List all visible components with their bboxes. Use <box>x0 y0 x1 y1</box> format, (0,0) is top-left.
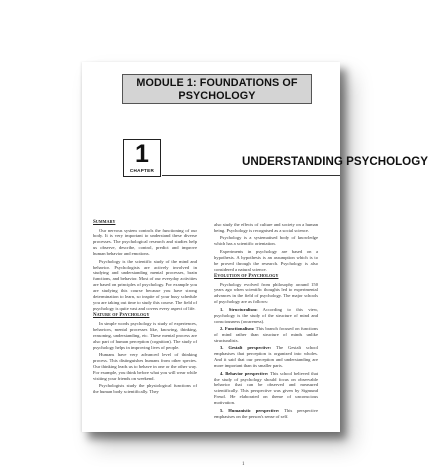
module-title-line1: MODULE 1: FOUNDATIONS OF <box>136 77 298 89</box>
chapter-number: 1 <box>135 140 149 168</box>
nature-paragraph-2: Humans have very advanced level of thinking process. This distinguishes humans from other species. Our thinking leads us to behave in one or the other way. For example, you think before what you will wear while visiting your friends on weekend. <box>93 352 197 381</box>
page-number: 1 <box>242 462 245 467</box>
nature-paragraph-3: Psychologists study the physiological functions of the human body scientifically. They <box>93 383 197 395</box>
book-page <box>82 62 428 467</box>
school-behavior-lead: 4. Behavior perspective: <box>220 370 269 376</box>
school-gestalt-lead: 3. Gestalt perspective: <box>220 345 272 351</box>
school-functionalism-text: This branch focused on functions of mind rather than structure of minds unlike structuralists. <box>214 326 318 343</box>
summary-paragraph-2: Psychology is the scientific study of the mind and behavior. Psychologists are actively involved in studying and understanding mental processes, brain functions, and behavior. Most of our everyday activities are based on principles of psychology. For example you are studying this course because you have strong determination to learn, so inspite of your busy schedule you are taking out time to study this course. The field of psychology is quite vast and covers every aspect of life. <box>93 258 197 311</box>
right-paragraph-4: Psychology evolved from philosophy around 150 years ago when scientific thoughts led to experimental advances in the field of psychology. The major schools of psychology are as follows: <box>214 281 318 305</box>
module-title-line2: PSYCHOLOGY <box>178 90 256 102</box>
evolution-heading: Evolution of Psychology <box>214 274 279 280</box>
school-structuralism-text: According to this view, psychology is the study of the structure of mind and consciousness (awareness). <box>214 306 319 324</box>
right-paragraph-2: Psychology is a systematised body of knowledge which has a scientific orientation. <box>214 235 318 247</box>
summary-paragraph-1: Our nervous system controls the functioning of our body. It is very important to understand these diverse processes. The psychological research and studies help us observe, describe, control, predict and improve human behavior and emotions. <box>93 227 197 257</box>
nature-heading: Nature of Psychology <box>93 313 150 319</box>
school-behavior <box>214 371 318 406</box>
nature-paragraph-1: In simple words psychology is study of experiences, behaviors, mental processes like, knowing, thinking, reasoning, understanding, etc. These mental process are also part of human perception (cognition). The study of psychology helps in improving lives of people. <box>93 320 197 350</box>
school-functionalism <box>214 326 318 344</box>
chapter-label: CHAPTER <box>129 168 155 173</box>
right-paragraph-3: Experiments in psychology are based on a hypothesis. A hypothesis is an assumption which is to be proved through the research. Psychology is also considered a natural science. <box>214 248 318 272</box>
chapter-box <box>123 139 161 177</box>
school-humanistic-text: This perspective emphasises on the person's sense of self. <box>214 407 318 419</box>
left-column <box>93 220 197 397</box>
school-structuralism <box>214 307 318 325</box>
chapter-rule <box>162 175 340 176</box>
right-column <box>214 222 318 421</box>
school-structuralism-lead: 1. Structuralism: <box>220 306 258 312</box>
right-paragraph-1: also study the effects of culture and society on a human being. Psychology is recognised as a social science. <box>214 222 318 233</box>
summary-heading: Summary <box>93 220 116 225</box>
school-humanistic-lead: 5. Humanistic perspective: <box>220 407 280 413</box>
chapter-title: UNDERSTANDING PSYCHOLOGY <box>242 155 428 168</box>
school-behavior-text: This school believed that the study of psychology should focus on observable behavior that can be observed and measured scientifically. This perspective was given by Sigmund Freud. He elaborated on theme of unconscious motivation. <box>214 370 319 406</box>
school-gestalt <box>214 345 318 369</box>
module-banner <box>122 74 312 104</box>
school-gestalt-text: The Gestalt school emphasises that perception is organized into wholes. And it said that our perception and understanding are more important than its smaller parts. <box>214 345 318 369</box>
school-functionalism-lead: 2. Functionalism: <box>220 326 255 332</box>
school-humanistic <box>214 408 318 420</box>
